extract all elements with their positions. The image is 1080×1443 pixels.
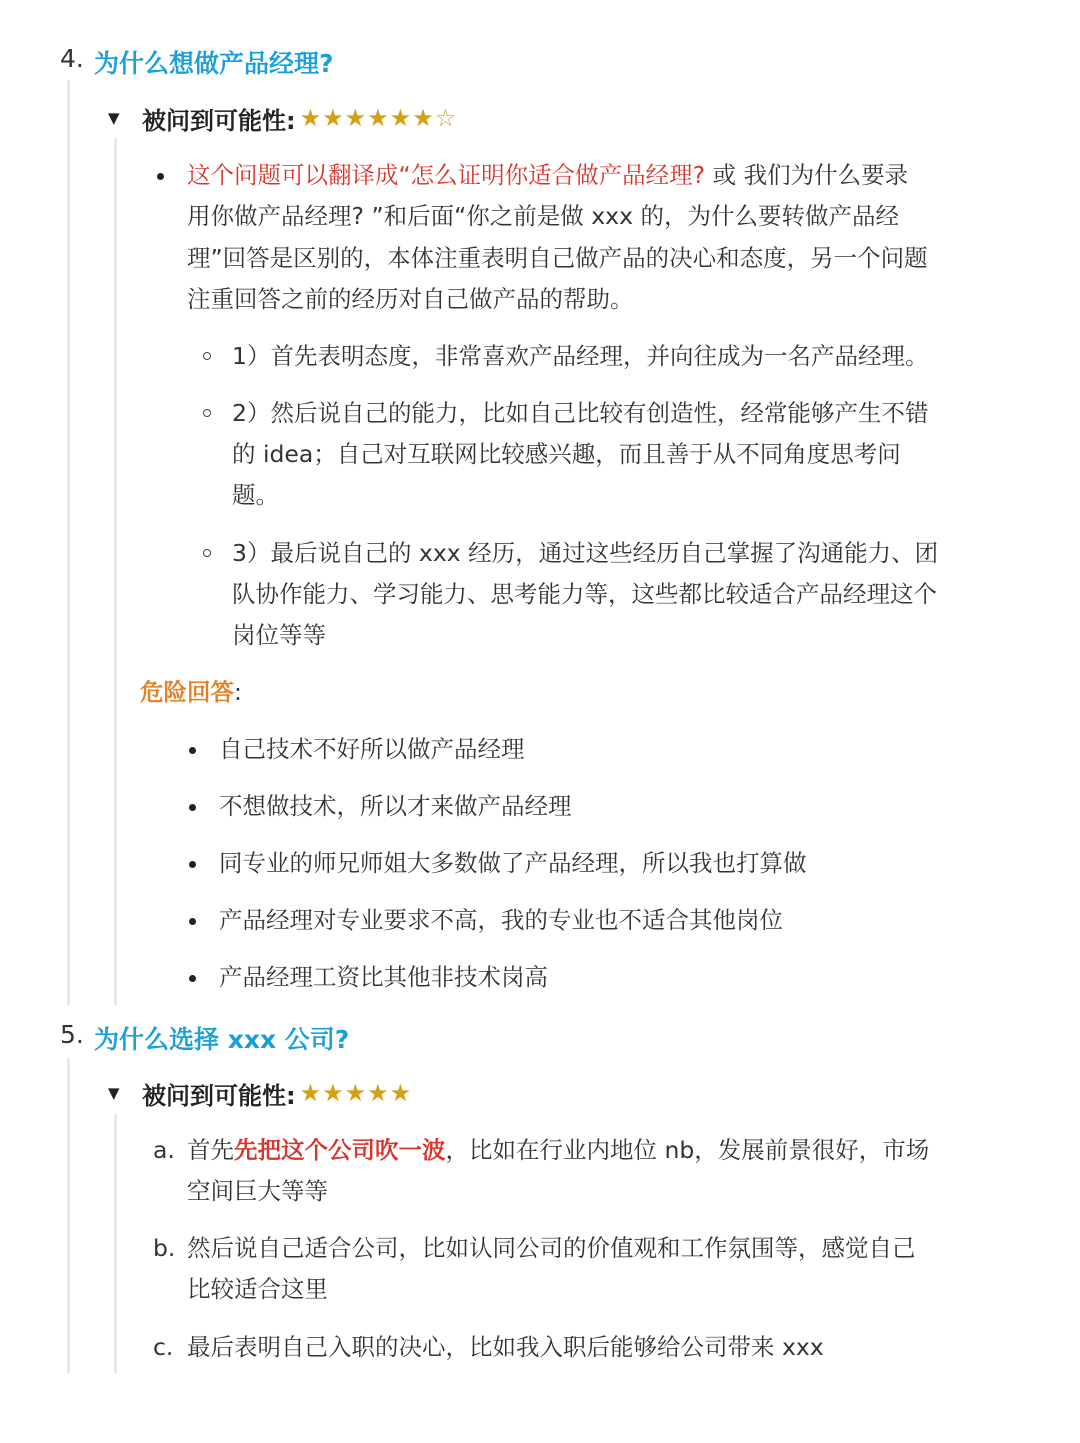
danger-item: 同专业的师兄师姐大多数做了产品经理，所以我也打算做 xyxy=(219,849,807,877)
probability-guide-line xyxy=(114,1114,117,1373)
list-marker: a. xyxy=(153,1136,175,1164)
bullet-icon xyxy=(189,861,196,868)
step-line: 题。 xyxy=(232,481,279,509)
bullet-icon xyxy=(189,804,196,811)
circle-bullet-icon xyxy=(203,409,211,417)
rating-stars: ★★★★★ xyxy=(299,1079,413,1107)
reason-line: 比较适合这里 xyxy=(187,1275,328,1303)
bullet-icon xyxy=(189,747,196,754)
list-marker: c. xyxy=(153,1333,174,1361)
section-title: 为什么选择 xxx 公司? xyxy=(94,1025,350,1054)
danger-heading: 危险回答: xyxy=(140,678,242,706)
bullet-icon xyxy=(189,918,196,925)
step-line: 的 idea；自己对互联网比较感兴趣，而且善于从不同角度思考问 xyxy=(232,440,901,468)
probability-label: 被问到可能性: xyxy=(142,106,296,135)
collapse-triangle-icon[interactable]: ▼ xyxy=(108,1084,120,1102)
collapse-triangle-icon[interactable]: ▼ xyxy=(108,109,120,127)
reason-line: 空间巨大等等 xyxy=(187,1177,328,1205)
intro-line: 理”回答是区别的，本体注重表明自己做产品的决心和态度，另一个问题 xyxy=(187,244,928,272)
intro-line: 注重回答之前的经历对自己做产品的帮助。 xyxy=(187,285,634,313)
bullet-icon xyxy=(157,173,164,180)
reason-line: 首先先把这个公司吹一波，比如在行业内地位 nb，发展前景很好，市场 xyxy=(187,1136,930,1164)
bullet-icon xyxy=(189,975,196,982)
probability-label: 被问到可能性: xyxy=(142,1081,296,1110)
danger-item: 产品经理工资比其他非技术岗高 xyxy=(219,963,548,991)
rating-stars: ★★★★★★☆ xyxy=(299,104,458,132)
step-line: 队协作能力、学习能力、思考能力等，这些都比较适合产品经理这个 xyxy=(232,580,937,608)
step-line: 岗位等等 xyxy=(232,621,326,649)
probability-guide-line xyxy=(114,138,117,1005)
circle-bullet-icon xyxy=(203,352,211,360)
section-number: 5. xyxy=(60,1020,84,1049)
section-title: 为什么想做产品经理? xyxy=(94,49,334,78)
danger-item: 产品经理对专业要求不高，我的专业也不适合其他岗位 xyxy=(219,906,783,934)
reason-line: 然后说自己适合公司，比如认同公司的价值观和工作氛围等，感觉自己 xyxy=(187,1234,916,1262)
section-number: 4. xyxy=(60,44,84,73)
circle-bullet-icon xyxy=(203,549,211,557)
step-line: 2）然后说自己的能力，比如自己比较有创造性，经常能够产生不错 xyxy=(232,399,929,427)
danger-item: 不想做技术，所以才来做产品经理 xyxy=(219,792,572,820)
probability-row[interactable] xyxy=(108,1076,412,1110)
list-marker: b. xyxy=(153,1234,176,1262)
intro-line: 这个问题可以翻译成“怎么证明你适合做产品经理? 或 我们为什么要录 xyxy=(187,161,909,189)
intro-highlight: 这个问题可以翻译成“怎么证明你适合做产品经理? xyxy=(187,161,706,189)
step-line: 3）最后说自己的 xxx 经历，通过这些经历自己掌握了沟通能力、团 xyxy=(232,539,939,567)
danger-item: 自己技术不好所以做产品经理 xyxy=(219,735,525,763)
danger-label: 危险回答 xyxy=(140,678,234,706)
section-guide-line xyxy=(67,80,70,1005)
intro-line: 用你做产品经理? ”和后面“你之前是做 xxx 的，为什么要转做产品经 xyxy=(187,202,899,230)
probability-row[interactable] xyxy=(108,101,457,135)
reason-highlight: 先把这个公司吹一波 xyxy=(234,1136,446,1164)
section-guide-line xyxy=(67,1058,70,1373)
step-line: 1）首先表明态度，非常喜欢产品经理，并向往成为一名产品经理。 xyxy=(232,342,929,370)
reason-line: 最后表明自己入职的决心，比如我入职后能够给公司带来 xxx xyxy=(187,1333,824,1361)
